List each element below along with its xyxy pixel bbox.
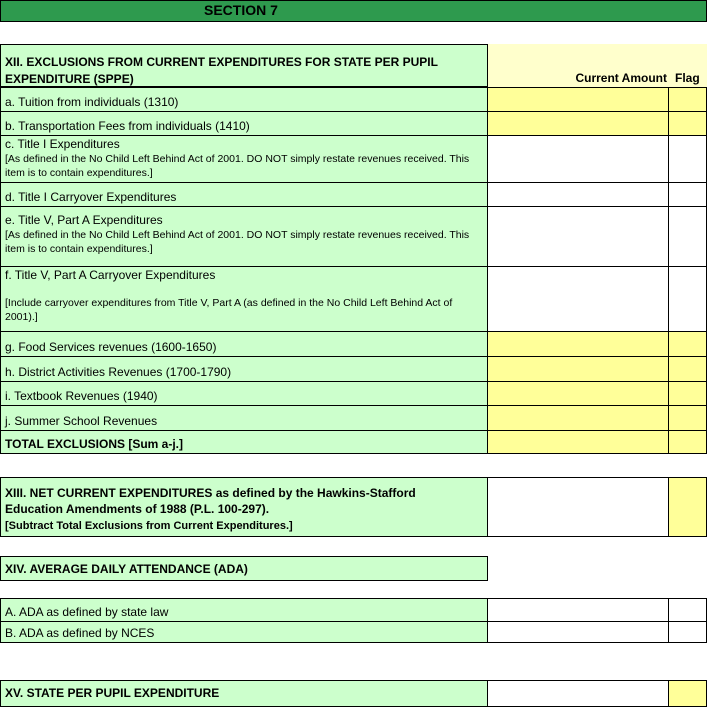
xiii-amount-cell[interactable]: [488, 477, 669, 537]
ada-nces-amount[interactable]: [488, 621, 669, 643]
row-f-amount-cell[interactable]: [488, 266, 669, 332]
row-c-amount-cell[interactable]: [488, 135, 669, 183]
row-h-label: h. District Activities Revenues (1700-1790): [0, 356, 488, 382]
row-h-amount-input[interactable]: [488, 356, 669, 382]
section-title: SECTION 7: [204, 2, 278, 18]
row-f-label: f. Title V, Part A Carryover Expenditures [Include carryover expenditures from Title V, Part A (as defined in the No Child Left Behind Act of 2001).]: [0, 266, 488, 332]
xii-heading: [0, 44, 488, 87]
row-c-label: c. Title I Expenditures [As defined in the No Child Left Behind Act of 2001. DO NOT simply restate revenues received. This item is to contain expenditures.]: [0, 135, 488, 183]
row-g-label: g. Food Services revenues (1600-1650): [0, 331, 488, 357]
row-e-amount-cell[interactable]: [488, 206, 669, 267]
row-i-flag-cell[interactable]: [668, 381, 707, 406]
row-h-flag-cell[interactable]: [668, 356, 707, 382]
row-i-amount-input[interactable]: [488, 381, 669, 406]
row-b-flag-cell[interactable]: [668, 111, 707, 136]
section-header-bar: [0, 0, 707, 22]
row-j-flag-cell[interactable]: [668, 405, 707, 431]
ada-nces-label: B. ADA as defined by NCES: [0, 621, 488, 643]
row-d-label: d. Title I Carryover Expenditures: [0, 182, 488, 207]
column-header-cell: [488, 44, 707, 87]
current-amount-header: Current Amount: [575, 71, 667, 85]
xii-heading-line1: XII. EXCLUSIONS FROM CURRENT EXPENDITURES FOR STATE PER PUPIL: [5, 55, 438, 69]
row-e-label: e. Title V, Part A Expenditures [As defined in the No Child Left Behind Act of 2001. DO NOT simply restate revenues received. This item is to contain expenditures.]: [0, 206, 488, 267]
total-exclusions-amount[interactable]: [488, 430, 669, 454]
ada-state-law-amount[interactable]: [488, 598, 669, 622]
xv-state-per-pupil-label: XV. STATE PER PUPIL EXPENDITURE: [0, 680, 488, 707]
row-b-label: b. Transportation Fees from individuals (1410): [0, 111, 488, 136]
row-a-flag-cell[interactable]: [668, 87, 707, 112]
xiii-flag-cell[interactable]: [668, 477, 707, 537]
row-a-amount-input[interactable]: [488, 87, 669, 112]
ada-nces-flag[interactable]: [668, 621, 707, 643]
xv-amount-cell[interactable]: [488, 680, 669, 707]
xv-flag-cell[interactable]: [668, 680, 707, 707]
row-a-label: a. Tuition from individuals (1310): [0, 87, 488, 112]
row-i-label: i. Textbook Revenues (1940): [0, 381, 488, 406]
flag-header: Flag: [675, 71, 700, 85]
row-c-flag-cell[interactable]: [668, 135, 707, 183]
xiii-net-current-expenditures-label: XIII. NET CURRENT EXPENDITURES as defined by the Hawkins-Stafford Education Amendments of 1988 (P.L. 100-297). [Subtract Total Exclusions from Current Expenditures.]: [0, 477, 488, 537]
row-f-flag-cell[interactable]: [668, 266, 707, 332]
ada-state-law-flag[interactable]: [668, 598, 707, 622]
ada-state-law-label: A. ADA as defined by state law: [0, 598, 488, 622]
row-b-amount-input[interactable]: [488, 111, 669, 136]
row-g-flag-cell[interactable]: [668, 331, 707, 357]
xiv-heading: XIV. AVERAGE DAILY ATTENDANCE (ADA): [0, 556, 488, 581]
row-g-amount-input[interactable]: [488, 331, 669, 357]
total-exclusions-label: TOTAL EXCLUSIONS [Sum a-j.]: [0, 430, 488, 454]
row-j-amount-input[interactable]: [488, 405, 669, 431]
xii-heading-line2: EXPENDITURE (SPPE): [5, 72, 134, 86]
row-j-label: j. Summer School Revenues: [0, 405, 488, 431]
row-e-flag-cell[interactable]: [668, 206, 707, 267]
row-d-flag-cell[interactable]: [668, 182, 707, 207]
row-d-amount-cell[interactable]: [488, 182, 669, 207]
total-exclusions-flag[interactable]: [668, 430, 707, 454]
